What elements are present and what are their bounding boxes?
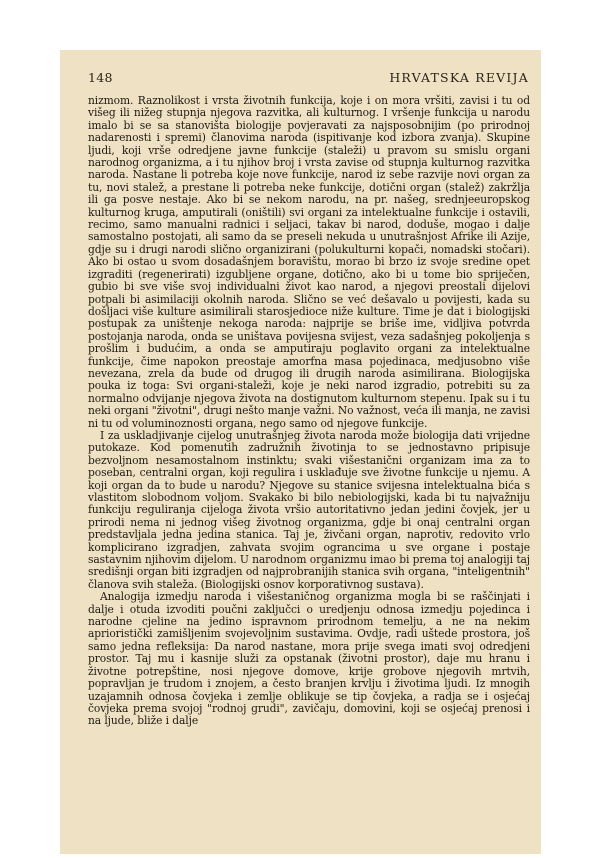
paragraph: I za uskladjivanje cijelog unutrašnjeg života naroda može biologija dati vrijedne putokaze. Kod pomenutih zadružnih životinja to se jednostavno pripisuje bezvoljnom nesamostalnom instinktu; svaki višestanični organizam ima za to poseban, centralni organ, koji regulira i usklađuje sve životne funkcije u njemu. A koji organ da to bude u narodu? Njegove su stanice svijesna intelektualna bića s vlastitom slobodnom voljom. Svakako bi bilo nebiologijski, kada bi tu najvažniju funkciju reguliranja cijeloga života vršio autoritativno jedan jedini čovjek, jer u prirodi nema ni jednog višeg životnog organizma, gdje bi onaj centralni organ predstavljala jedna jedina stanica. Taj je, živčani organ, naprotiv, redovito vrlo komplicirano izgradjen, zahvata svojim ograncima u sve organe i postaje sastavnim njihovim dijelom. U narodnom organizmu imao bi prema toj analogiji taj središnji organ biti izgradjen od najprobranijih stanica svih organa, "inteligentnih" članova svih staleža. (Biologijski osnov korporativnog sustava). bbox=[88, 428, 530, 591]
body-text bbox=[88, 95, 530, 728]
page-header bbox=[88, 70, 529, 85]
page-number: 148 bbox=[88, 70, 113, 85]
journal-title: HRVATSKA REVIJA bbox=[389, 70, 529, 85]
paragraph: nizmom. Raznolikost i vrsta životnih funkcija, koje i on mora vršiti, zavisi i tu od višeg ili nižeg stupnja njegova razvitka, ali kulturnog. I vršenje funkcija u narodu imalo bi se sa stanovišta biologije povjeravati za najsposobnijim (po prirodnoj nadarenosti i spremi) članovima naroda (ispitivanje kod izbora zvanja). Skupine ljudi, koji vrše odredjene javne funkcije (staleži) u pravom su smislu organi narodnog organizma, a i tu njihov broj i vrsta zavise od stupnja kulturnog razvitka naroda. Nastane li potreba koje nove funkcije, narod iz sebe razvije novi organ za tu, novi stalež, a prestane li potreba neke funkcije, dotični organ (stalež) zakržlja ili ga posve nestaje. Ako bi se nekom narodu, na pr. našeg, srednjeeuropskog kulturnog kruga, amputirali (oništili) svi organi za intelektualne funkcije i ostavili, recimo, samo manualni radnici i seljaci, takav bi narod, doduše, mogao i dalje samostalno postojati, ali samo da se preseli nekuda u unutrašnjost Afrike ili Azije, gdje su i drugi narodi slično organizirani (polukulturni kopači, nomadski stočari). Ako bi ostao u svom dosadašnjem boravištu, morao bi brzo iz svoje sredine opet izgraditi (regenerirati) izgubljene organe, dotično, ako bi u tome bio spriječen, gubio bi sve više svoj individualni život kao narod, a njegovi preostali dijelovi potpali bi asimilaciji okolnih naroda. Slično se već dešavalo u povijesti, kada su došljaci više kulture asimilirali starosjedioce niže kulture. Time je dat i biologijski postupak za uništenje nekoga naroda: najprije se briše ime, vidljiva potvrda postojanja naroda, onda se uništava povijesna svijest, veza sadašnjeg pokoljenja s prošlim i budućim, a onda se amputiraju poglavito organi za intelektualne funkcije, čime napokon preostaje amorfna masa pojedinaca, medjusobno više nevezana, zrela da bude od drugog ili drugih naroda asimilirana. Biologijska pouka iz toga: Svi organi-staleži, koje je neki narod izgradio, potrebiti su za normalno odvijanje njegova života na dostignutom kulturnom stepenu. Ipak su i tu neki organi "životni", drugi nešto manje važni. No važnost, veća ili manja, ne zavisi ni tu od voluminoznosti organa, nego samo od njegove funkcije. bbox=[88, 94, 530, 430]
paragraph: Analogija izmedju naroda i višestaničnog organizma mogla bi se raščinjati i dalje i otuda izvoditi poučni zaključci o uredjenju odnosa izmedju pojedinca i narodne cjeline na jedino ispravnom prirodnom temelju, a ne na nekim aprioristički zamišljenim svojevoljnim sustavima. Ovdje, radi uštede prostora, još samo jedna refleksija: Da narod nastane, mora prije svega imati svoj odredjeni prostor. Taj mu i kasnije služi za opstanak (životni prostor), daje mu hranu i životne potrepštine, nosi njegove domove, krije grobove njegovih mrtvih, popravljan je trudom i znojem, a često branjen krvlju i životima ljudi. Iz mnogih uzajamnih odnosa čovjeka i zemlje oblikuje se tip čovjeka, a radja se i osjećaj čovjeka prema svojoj "rodnoj grudi", zavičaju, domovini, koji se osjećaj prenosi i na ljude, bliže i dalje bbox=[88, 590, 530, 728]
